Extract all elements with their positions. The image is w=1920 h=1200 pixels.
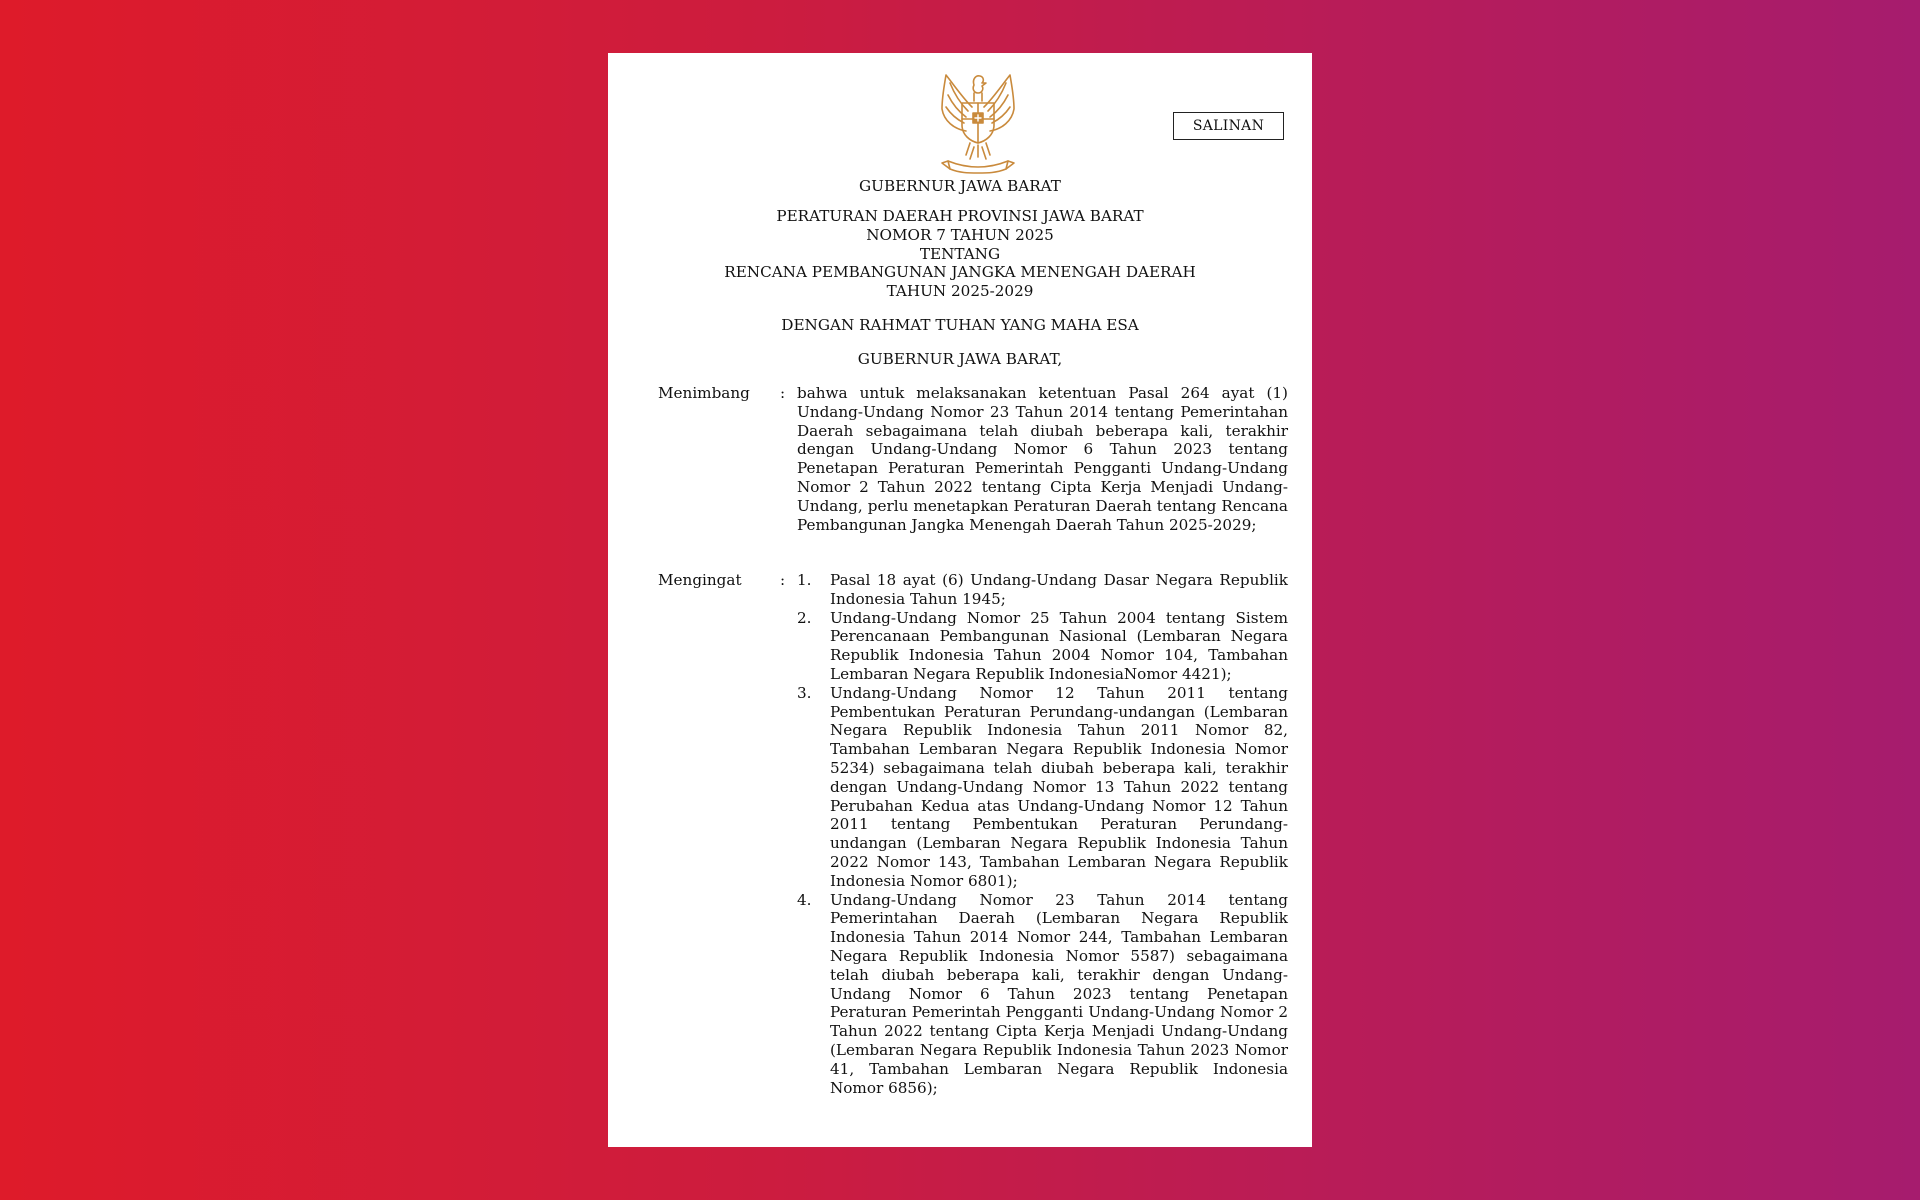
list-item-number: 1. xyxy=(797,571,812,589)
mengingat-label: Mengingat xyxy=(658,571,742,589)
salinan-stamp: SALINAN xyxy=(1173,112,1284,140)
list-item-text: Undang-Undang Nomor 25 Tahun 2004 tentang Sistem Perencanaan Pembangunan Nasional (Lembaran Negara Republik Indonesia Tahun 2004 Nomor 104, Tambahan Lembaran Negara Republik IndonesiaNomor 4421); xyxy=(830,608,1288,683)
list-item xyxy=(797,609,1288,684)
document-page xyxy=(608,53,1312,1147)
title-line-subject: RENCANA PEMBANGUNAN JANGKA MENENGAH DAERAH xyxy=(724,263,1196,282)
mengingat-list xyxy=(797,571,1288,1097)
title-line-number: NOMOR 7 TAHUN 2025 xyxy=(866,225,1054,244)
list-item xyxy=(797,684,1288,891)
list-item-text: Undang-Undang Nomor 23 Tahun 2014 tentang Pemerintahan Daerah (Lembaran Negara Republik Indonesia Tahun 2014 Nomor 244, Tambahan Lembaran Negara Republik Indonesia Nomor 5587) sebagaimana telah diubah beberapa kali, terakhir dengan Undang-Undang Nomor 6 Tahun 2023 tentang Penetapan Peraturan Pemerintah Pengganti Undang-Undang Nomor 2 Tahun 2022 tentang Cipta Kerja Menjadi Undang-Undang (Lembaran Negara Republik Indonesia Tahun 2023 Nomor 41, Tambahan Lembaran Negara Republik Indonesia Nomor 6856); xyxy=(830,890,1288,1097)
menimbang-label: Menimbang xyxy=(658,384,750,402)
regulation-title xyxy=(608,207,1312,301)
list-item xyxy=(797,571,1288,609)
title-line-tentang: TENTANG xyxy=(919,244,1001,263)
list-item-number: 3. xyxy=(797,683,812,702)
list-item-text: Pasal 18 ayat (6) Undang-Undang Dasar Negara Republik Indonesia Tahun 1945; xyxy=(830,571,1288,608)
list-item-text: Undang-Undang Nomor 12 Tahun 2011 tentang Pembentukan Peraturan Perundang-undangan (Lembaran Negara Republik Indonesia Tahun 2011 Nomor 82, Tambahan Lembaran Negara Republik Indonesia Nomor 5234) sebagaimana telah diubah beberapa kali, terakhir dengan Undang-Undang Nomor 13 Tahun 2022 tentang Perubahan Kedua atas Undang-Undang Nomor 12 Tahun 2011 tentang Pembentukan Peraturan Perundang-undangan (Lembaran Negara Republik Indonesia Tahun 2022 Nomor 143, Tambahan Lembaran Negara Republik Indonesia Nomor 6801); xyxy=(830,683,1288,890)
title-line-period: TAHUN 2025-2029 xyxy=(886,282,1034,301)
garuda-emblem-icon xyxy=(924,67,1032,177)
list-item-number: 2. xyxy=(797,608,812,627)
invocation: DENGAN RAHMAT TUHAN YANG MAHA ESA xyxy=(781,316,1139,334)
governor-sign: GUBERNUR JAWA BARAT, xyxy=(857,350,1063,368)
list-item-number: 4. xyxy=(797,890,812,909)
menimbang-colon: : xyxy=(780,384,786,402)
title-line-regulation: PERATURAN DAERAH PROVINSI JAWA BARAT xyxy=(776,207,1144,225)
list-item xyxy=(797,891,1288,1098)
governor-heading: GUBERNUR JAWA BARAT xyxy=(859,177,1061,195)
mengingat-colon: : xyxy=(780,571,786,589)
menimbang-text: bahwa untuk melaksanakan ketentuan Pasal 264 ayat (1) Undang-Undang Nomor 23 Tahun 2014 tentang Pemerintahan Daerah sebagaimana telah diubah beberapa kali, terakhir dengan Undang-Undang Nomor 6 Tahun 2023 tentang Penetapan Peraturan Pemerintah Pengganti Undang-Undang Nomor 2 Tahun 2022 tentang Cipta Kerja Menjadi Undang-Undang, perlu menetapkan Peraturan Daerah tentang Rencana Pembangunan Jangka Menengah Daerah Tahun 2025-2029; xyxy=(797,384,1288,534)
